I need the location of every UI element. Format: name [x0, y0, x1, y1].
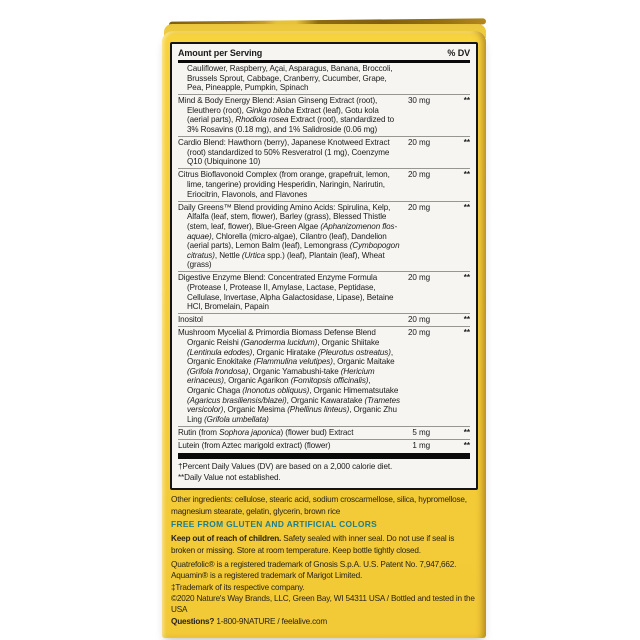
- ingredient-row: [178, 439, 470, 452]
- percent-dv-label: % DV: [447, 48, 470, 58]
- ingredient-dv: **: [463, 138, 470, 148]
- ingredient-row: [178, 313, 470, 326]
- ingredient-name: Rutin (from Sophora japonica) (flower bud) Extract: [178, 427, 354, 437]
- trademark-line: Aquamin® is a registered trademark of Marigot Limited.: [171, 571, 363, 581]
- questions-body: 1-800-9NATURE / feelalive.com: [214, 616, 328, 626]
- questions-line: [171, 616, 477, 627]
- free-from-claim: FREE FROM GLUTEN AND ARTIFICIAL COLORS: [171, 519, 378, 530]
- ingredient-name: Mind & Body Energy Blend: Asian Ginseng Extract (root), Eleuthero (root), Ginkgo biloba Extract (leaf), Gotu kola (aerial parts), Rhodiola rosea Extract (root), standardized to 3% Rosavins (0.18 mg), and 1% Salidroside (0.06 mg): [178, 96, 395, 135]
- supplement-box: [162, 31, 486, 638]
- safety-warning: [171, 533, 477, 556]
- ingredient-amount: 20 mg: [408, 138, 430, 148]
- ingredient-dv: **: [463, 273, 470, 283]
- ingredient-name: Digestive Enzyme Blend: Concentrated Enzyme Formula (Protease I, Protease II, Amylase, Lactase, Peptidase, Cellulase, Invertase, Alpha Galactosidase, Lipase), Betaine HCl, Bromelain, Papain: [178, 273, 394, 312]
- ingredient-name: Inositol: [178, 315, 203, 325]
- ingredient-amount: 5 mg: [412, 427, 430, 437]
- ingredient-row: [178, 426, 470, 439]
- ingredient-amount: 20 mg: [408, 315, 430, 325]
- ingredient-row: [178, 63, 470, 94]
- ingredient-amount: 20 mg: [408, 273, 430, 283]
- ingredient-name: Cardio Blend: Hawthorn (berry), Japanese Knotweed Extract (root) standardized to 50% Resveratrol (1 mg), Coenzyme Q10 (Ubiquinone 10): [178, 138, 390, 167]
- amount-per-serving-label: Amount per Serving: [178, 48, 263, 58]
- panel-header: [178, 46, 470, 63]
- supplement-facts-panel: [170, 42, 478, 490]
- ingredient-name: Cauliflower, Raspberry, Açai, Asparagus, Banana, Broccoli, Brussels Sprout, Cabbage, Cranberry, Cucumber, Grape, Pea, Pineapple, Pumpkin, Spinach: [187, 64, 393, 93]
- ingredient-amount: 1 mg: [412, 440, 430, 450]
- ingredient-name: Lutein (from Aztec marigold extract) (flower): [178, 440, 331, 450]
- ingredient-amount: 20 mg: [408, 202, 430, 212]
- ingredient-dv: **: [463, 170, 470, 180]
- footnote-line: †Percent Daily Values (DV) are based on a 2,000 calorie diet.: [178, 461, 393, 471]
- ingredient-rows: [178, 63, 470, 452]
- ingredient-dv: **: [463, 328, 470, 338]
- safety-warning-body: Safety sealed with inner seal. Do not use if seal is broken or missing. Store at room temperature. Keep bottle tightly closed.: [171, 534, 455, 555]
- trademark-lines: [171, 559, 477, 593]
- package-text: [170, 490, 478, 627]
- trademark-line: ‡Trademark of its respective company.: [171, 582, 305, 592]
- ingredient-name: Citrus Bioflavonoid Complex (from orange, grapefruit, lemon, lime, tangerine) providing Hesperidin, Naringin, Narirutin, Eriocitrin, Flavonols, and Flavones: [178, 170, 390, 199]
- other-ingredients-text: Other ingredients: cellulose, stearic acid, sodium croscarmellose, silica, hypromellose, magnesium stearate, gelatin, glycerin, brown rice: [171, 495, 467, 516]
- ingredient-name: Mushroom Mycelial & Primordia Biomass Defense Blend Organic Reishi (Ganoderma lucidum), Organic Shiitake (Lentinula edodes), Organic Hiratake (Pleurotus ostreatus), Organic Enokitake (Flammulina velutipes), Organic Maitake (Grifola frondosa), Organic Yamabushi-take (Hericium erinaceus), Organic Agarikon (Fomitopsis officinalis), Organic Chaga (Inonotus obliquus), Organic Himematsutake (Agaricus brasiliensis/blazei), Organic Kawaratake (Trametes versicolor), Organic Mesima (Phellinus linteus), Organic Zhu Ling (Grifola umbellata): [178, 328, 400, 424]
- ingredient-amount: 30 mg: [408, 96, 430, 106]
- ingredient-row: [178, 94, 470, 136]
- ingredient-dv: **: [463, 440, 470, 450]
- ingredient-row: [178, 168, 470, 200]
- trademark-line: Quatrefolic® is a registered trademark of Gnosis S.p.A. U.S. Patent No. 7,947,662.: [171, 559, 457, 569]
- copyright-line: ©2020 Nature's Way Brands, LLC, Green Bay, WI 54311 USA / Bottled and tested in the USA: [171, 593, 475, 615]
- ingredient-dv: **: [463, 315, 470, 325]
- ingredient-name: Daily Greens™ Blend providing Amino Acids: Spirulina, Kelp, Alfalfa (leaf, stem, flower), Barley (grass), Blessed Thistle (stem, leaf, flower), Blue-Green Algae (Aphanizomenon flos-aquae), Chlorella (micro-algae), Cilantro (leaf), Dandelion (aerial parts), Lemon Balm (leaf), Lemongrass (Cymbopogon citratus), Nettle (Urtica spp.) (leaf), Plantain (leaf), Wheat (grass): [178, 202, 400, 270]
- footnote-line: **Daily Value not established.: [178, 472, 281, 482]
- questions-lead: Questions?: [171, 616, 215, 626]
- safety-warning-lead: Keep out of reach of children.: [171, 534, 282, 544]
- ingredient-row: [178, 201, 470, 272]
- ingredient-row: [178, 271, 470, 313]
- ingredient-row: [178, 136, 470, 168]
- ingredient-amount: 20 mg: [408, 328, 430, 338]
- ingredient-row: [178, 326, 470, 425]
- ingredient-amount: 20 mg: [408, 170, 430, 180]
- footnotes: [178, 459, 470, 484]
- ingredient-dv: **: [463, 202, 470, 212]
- ingredient-dv: **: [463, 96, 470, 106]
- ingredient-dv: **: [463, 427, 470, 437]
